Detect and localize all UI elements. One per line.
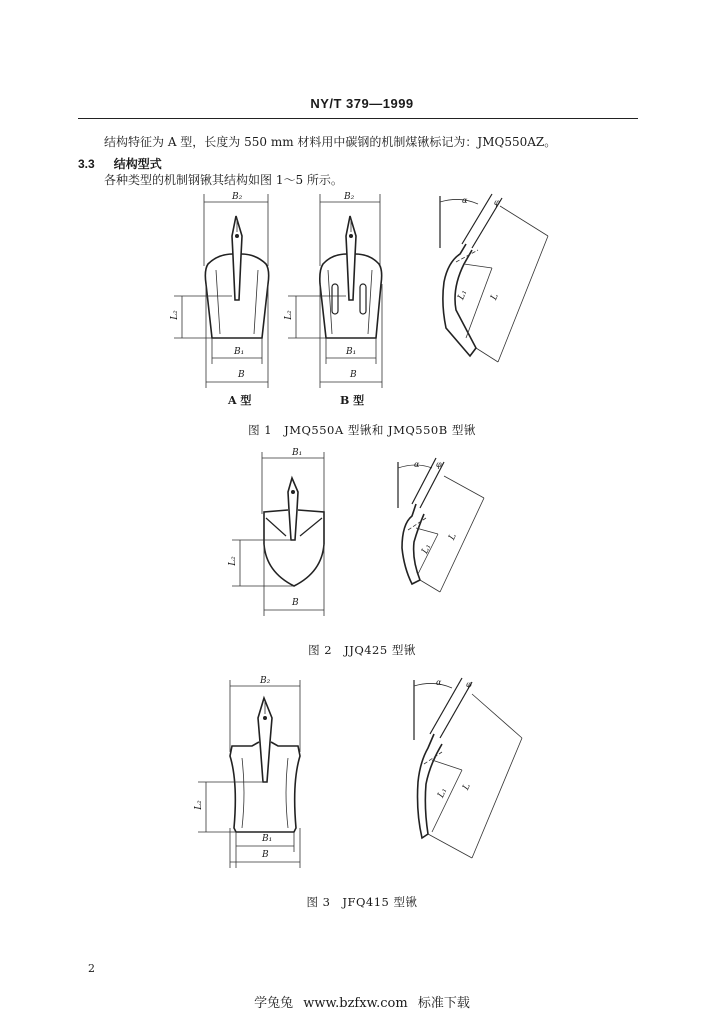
fig1-label-phi: φ — [494, 198, 500, 207]
fig1-label-alpha: α — [462, 196, 468, 205]
fig3-label-b2: B₂ — [260, 676, 271, 686]
shovel-a-type — [174, 194, 269, 388]
fig3-label-b: B — [262, 850, 269, 860]
fig1-b-label-b2: B₂ — [344, 192, 355, 202]
figure-1-caption: 图 1 JMQ550A 型锹和 JMQ550B 型锹 — [248, 423, 476, 437]
page-number: 2 — [88, 962, 95, 975]
figure-2-caption: 图 2 JJQ425 型锹 — [308, 643, 416, 657]
section-title: 结构型式 — [113, 157, 162, 171]
fig3-label-alpha: α — [436, 678, 442, 687]
shovel-b-type — [288, 194, 382, 388]
fig2-label-alpha: α — [414, 460, 420, 469]
shovel-jjq-front — [232, 452, 324, 616]
shovel-side-view-3 — [414, 678, 522, 858]
fig2-label-l2: L₂ — [227, 556, 238, 566]
fig1-a-label-l2: L₂ — [169, 310, 180, 320]
fig1-subcaption-a: A 型 — [228, 394, 252, 407]
fig3-label-phi: φ — [466, 680, 472, 689]
fig2-label-l1: L₁ — [420, 542, 434, 556]
section-number: 3.3 — [78, 157, 95, 171]
fig3-label-l1: L₁ — [436, 786, 450, 800]
fig2-label-b: B — [292, 598, 299, 608]
figure-2-drawing — [222, 448, 502, 626]
fig3-label-l2: L₂ — [193, 800, 204, 810]
section-heading — [78, 153, 162, 172]
standard-code-header: NY/T 379—1999 — [310, 96, 414, 111]
fig1-b-label-b: B — [350, 370, 357, 380]
figure-3-drawing — [190, 672, 530, 872]
fig2-label-l: L — [447, 532, 459, 542]
header-rule — [78, 118, 638, 119]
fig1-a-label-b1: B₁ — [234, 347, 245, 357]
fig3-label-b1: B₁ — [262, 834, 273, 844]
shovel-side-view-1 — [440, 194, 548, 362]
shovel-jfq-front — [198, 680, 300, 868]
fig2-label-phi: φ — [436, 460, 442, 469]
figure-3-caption: 图 3 JFQ415 型锹 — [306, 895, 418, 909]
fig2-label-b1: B₁ — [292, 448, 303, 458]
shovel-side-view-2 — [398, 458, 484, 592]
paragraph-marking-example: 结构特征为 A 型，长度为 550 mm 材料用中碳钢的机制煤锹标记为：JMQ550AZ。 — [104, 135, 557, 149]
paragraph-structure-intro: 各种类型的机制钢锹其结构如图 1～5 所示。 — [104, 173, 343, 187]
fig1-label-l1: L₁ — [456, 288, 470, 302]
fig1-a-label-b2: B₂ — [232, 192, 243, 202]
footer-watermark: 学兔兔 www.bzfxw.com 标准下载 — [254, 996, 470, 1011]
fig3-label-l: L — [461, 782, 473, 792]
fig1-b-label-b1: B₁ — [346, 347, 357, 357]
fig1-b-label-l2: L₂ — [283, 310, 294, 320]
fig1-subcaption-b: B 型 — [340, 394, 365, 407]
fig1-label-l: L — [489, 292, 501, 302]
fig1-a-label-b: B — [238, 370, 245, 380]
